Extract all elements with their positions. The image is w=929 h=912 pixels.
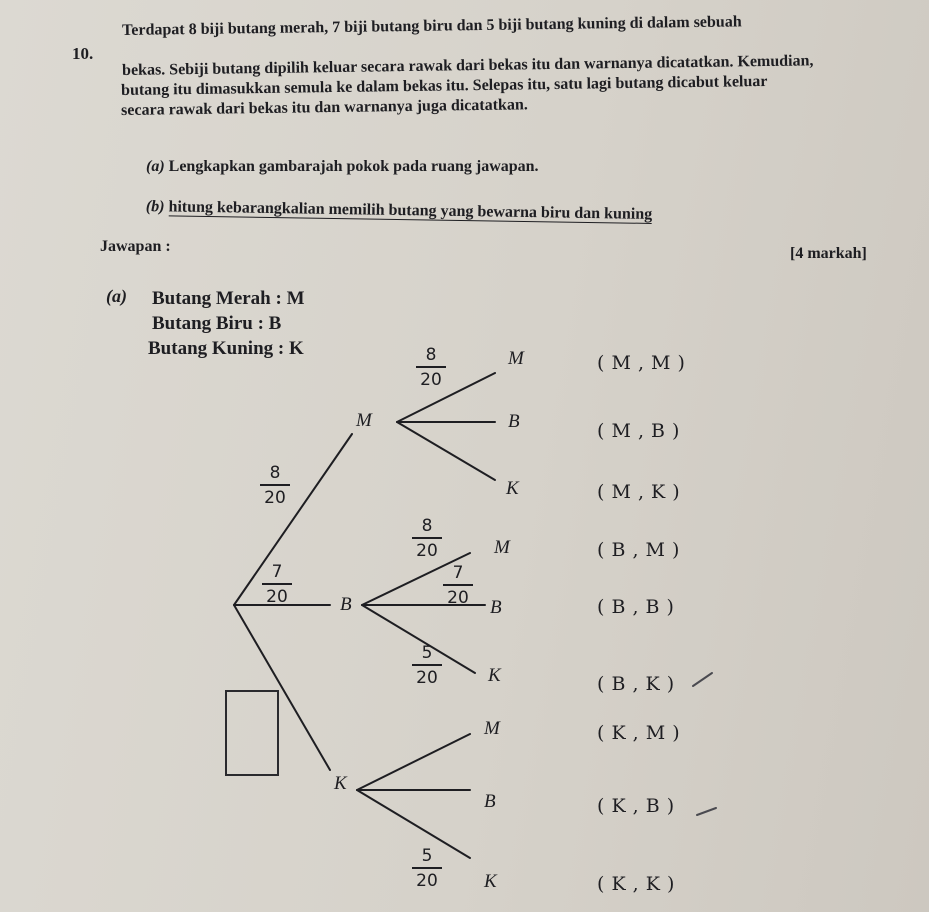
outcome-M-K: ( M , K ) [597,481,681,503]
node-K-K: K [484,871,497,892]
node-first-M: M [356,410,372,431]
part-b-label: (b) [145,198,165,216]
question-line-3: butang itu dimasukkan semula ke dalam bekas itu. Selepas itu, satu lagi butang dicabut keluar [121,72,768,99]
part-a-text: Lengkapkan gambarajah pokok pada ruang jawapan. [168,158,539,175]
prob-first-B: $\frac{7}{20}$ [262,561,292,608]
answer-heading: Jawapan : [100,238,171,255]
outcome-B-K: ( B , K ) [597,673,675,695]
branch-M-K [397,422,495,480]
tick-mark-BK [693,673,712,686]
outcome-K-M: ( K , M ) [597,722,681,744]
node-M-K: K [506,478,519,499]
question-line-1: Terdapat 8 biji butang merah, 7 biji butang biru dan 5 biji butang kuning di dalam sebuah [122,13,742,39]
outcome-M-B: ( M , B ) [597,420,680,442]
prob-first-M: $\frac{8}{20}$ [260,462,290,509]
part-a-label: (a) [146,158,165,175]
prob-B-B: $\frac{7}{20}$ [443,562,473,609]
branch-K-M [357,734,470,790]
prob-B-K: $\frac{5}{20}$ [412,642,442,689]
node-first-B: B [340,594,352,615]
outcome-B-B: ( B , B ) [597,596,675,618]
node-M-B: B [508,411,520,432]
legend-merah: Butang Merah : M [152,288,305,309]
question-number: 10. [72,44,94,63]
node-K-M: M [484,718,500,739]
legend-biru: Butang Biru : B [152,313,282,334]
question-line-4: secara rawak dari bekas itu dan warnanya juga dicatatkan. [121,96,528,119]
node-M-M: M [508,348,524,369]
marks-label: [4 markah] [790,245,867,262]
node-B-B: B [490,597,502,618]
outcome-M-M: ( M , M ) [597,352,686,374]
node-B-K: K [488,665,501,686]
outcome-K-B: ( K , B ) [597,795,675,817]
answer-part-a-label: (a) [106,286,127,306]
branch-first-M [234,434,352,605]
legend-kuning: Butang Kuning : K [148,338,304,359]
node-K-B: B [484,791,496,812]
prob-M-M: $\frac{8}{20}$ [416,344,446,391]
question-line-2: bekas. Sebiji butang dipilih keluar secara rawak dari bekas itu dan warnanya dicatatkan. Kemudian, [122,52,814,79]
node-first-K: K [334,773,347,794]
tick-mark-KB [697,808,716,815]
branch-M-M [397,373,495,422]
outcome-K-K: ( K , K ) [597,873,675,895]
part-b-text: hitung kebarangkalian memilih butang yang bewarna biru dan kuning [168,198,653,223]
outcome-B-M: ( B , M ) [597,539,680,561]
prob-K-K: $\frac{5}{20}$ [412,845,442,892]
node-B-M: M [494,537,510,558]
empty-answer-box[interactable] [225,690,279,776]
prob-B-M: $\frac{8}{20}$ [412,515,442,562]
